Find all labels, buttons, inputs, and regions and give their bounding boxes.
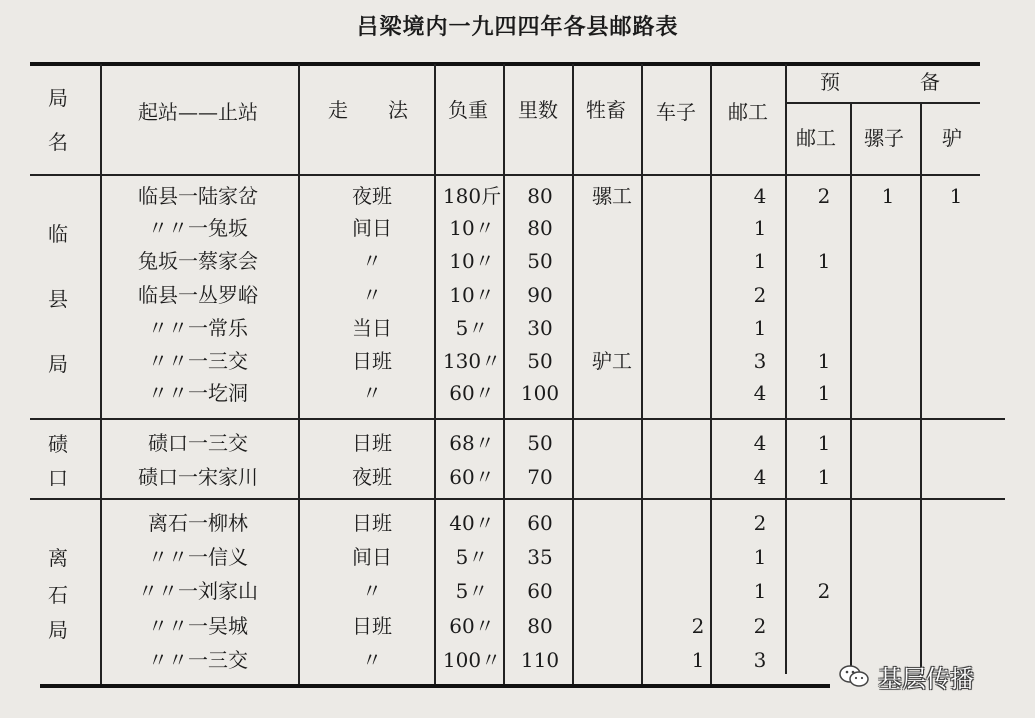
cell-method: 当日	[352, 316, 392, 340]
cell-route: 〃〃一三交	[148, 349, 248, 373]
bureau-qikou-2: 口	[48, 466, 68, 490]
cell-load: 10〃	[449, 283, 495, 307]
bureau-linxian-3: 局	[48, 352, 68, 376]
cell-route: 离石一柳林	[148, 511, 248, 535]
qikou-bottom-rule	[30, 498, 1005, 500]
wechat-logo-icon	[838, 664, 870, 688]
cell-distance: 70	[527, 465, 553, 489]
col-divider-2	[298, 64, 300, 684]
header-route: 起站——止站	[138, 100, 258, 124]
cell-route: 兔坂一蔡家会	[138, 249, 258, 273]
cell-postman: 4	[753, 431, 767, 455]
col-divider-10	[920, 104, 922, 674]
cell-reserve-mule: 1	[881, 184, 895, 208]
cell-distance: 80	[527, 614, 553, 638]
cell-route: 〃〃一兔坂	[148, 216, 248, 240]
cell-cart: 1	[691, 648, 705, 672]
header-method: 走 法	[328, 98, 408, 122]
header-bureau-2: 名	[48, 130, 68, 154]
cell-distance: 80	[527, 216, 553, 240]
cell-postman: 2	[753, 283, 767, 307]
header-cart: 车子	[656, 100, 696, 124]
reserve-header-rule	[785, 102, 980, 104]
cell-method: 〃	[362, 381, 382, 405]
cell-method: 间日	[352, 545, 392, 569]
cell-distance: 35	[527, 545, 553, 569]
cell-load: 60〃	[449, 614, 495, 638]
col-divider-5	[572, 64, 574, 684]
cell-postman: 1	[753, 216, 767, 240]
header-distance: 里数	[518, 98, 558, 122]
cell-method: 〃	[362, 579, 382, 603]
cell-postman: 4	[753, 381, 767, 405]
header-livestock: 牲畜	[586, 98, 626, 122]
header-reserve: 预 备	[820, 70, 940, 94]
cell-load: 60〃	[449, 381, 495, 405]
cell-reserve-postman: 1	[817, 431, 831, 455]
cell-route: 临县一丛罗峪	[138, 283, 258, 307]
bureau-lishi-2: 石	[48, 583, 68, 607]
cell-load: 5〃	[455, 545, 489, 569]
cell-load: 10〃	[449, 249, 495, 273]
cell-method: 日班	[352, 431, 392, 455]
cell-method: 日班	[352, 511, 392, 535]
cell-distance: 30	[527, 316, 553, 340]
cell-reserve-postman: 1	[817, 349, 831, 373]
cell-distance: 50	[527, 431, 553, 455]
col-divider-1	[100, 64, 102, 684]
cell-reserve-postman: 2	[817, 184, 831, 208]
cell-distance: 90	[527, 283, 553, 307]
col-divider-9	[850, 104, 852, 674]
cell-cart: 2	[691, 614, 705, 638]
header-reserve-donkey: 驴	[942, 126, 962, 150]
cell-distance: 60	[527, 579, 553, 603]
cell-reserve-postman: 1	[817, 249, 831, 273]
cell-postman: 1	[753, 249, 767, 273]
cell-route: 〃〃一三交	[148, 648, 248, 672]
cell-distance: 110	[520, 648, 560, 672]
linxian-bottom-rule	[30, 418, 1005, 420]
col-divider-8	[785, 64, 787, 674]
cell-livestock: 驴工	[592, 349, 632, 373]
cell-route: 碛口一三交	[148, 431, 248, 455]
header-postman: 邮工	[728, 100, 768, 124]
cell-distance: 80	[527, 184, 553, 208]
col-divider-6	[641, 64, 643, 684]
cell-postman: 3	[753, 648, 767, 672]
bureau-qikou-1: 碛	[48, 432, 68, 456]
header-bureau-1: 局	[48, 86, 68, 110]
cell-reserve-donkey: 1	[949, 184, 963, 208]
bureau-lishi-1: 离	[48, 546, 68, 570]
cell-postman: 2	[753, 511, 767, 535]
cell-distance: 60	[527, 511, 553, 535]
cell-load: 40〃	[449, 511, 495, 535]
cell-method: 夜班	[352, 184, 392, 208]
cell-route: 临县一陆家岔	[138, 184, 258, 208]
cell-method: 〃	[362, 249, 382, 273]
cell-reserve-postman: 1	[817, 381, 831, 405]
header-bottom-rule	[30, 174, 980, 176]
bureau-lishi-3: 局	[48, 618, 68, 642]
cell-livestock: 骡工	[592, 184, 632, 208]
cell-load: 5〃	[455, 316, 489, 340]
cell-distance: 50	[527, 249, 553, 273]
cell-load: 100〃	[442, 648, 502, 672]
header-reserve-mule: 骡子	[864, 126, 904, 150]
cell-postman: 3	[753, 349, 767, 373]
table-top-rule	[30, 62, 980, 66]
cell-method: 日班	[352, 349, 392, 373]
cell-load: 60〃	[449, 465, 495, 489]
cell-distance: 50	[527, 349, 553, 373]
cell-load: 5〃	[455, 579, 489, 603]
cell-postman: 4	[753, 465, 767, 489]
cell-postman: 1	[753, 545, 767, 569]
cell-method: 日班	[352, 614, 392, 638]
cell-postman: 1	[753, 316, 767, 340]
cell-method: 夜班	[352, 465, 392, 489]
cell-load: 68〃	[449, 431, 495, 455]
header-reserve-postman: 邮工	[796, 126, 836, 150]
watermark-text: 基层传播	[878, 665, 974, 693]
cell-route: 〃〃一常乐	[148, 316, 248, 340]
bureau-linxian-1: 临	[48, 222, 68, 246]
cell-load: 130〃	[442, 349, 502, 373]
cell-route: 〃〃一圪洞	[148, 381, 248, 405]
cell-postman: 4	[753, 184, 767, 208]
cell-route: 〃〃一信义	[148, 545, 248, 569]
cell-distance: 100	[520, 381, 560, 405]
cell-postman: 2	[753, 614, 767, 638]
col-divider-4	[503, 64, 505, 684]
table-title: 吕梁境内一九四四年各县邮路表	[356, 14, 679, 40]
cell-reserve-postman: 2	[817, 579, 831, 603]
cell-route: 〃〃一吴城	[148, 614, 248, 638]
cell-postman: 1	[753, 579, 767, 603]
cell-load: 180斤	[442, 184, 502, 208]
cell-load: 10〃	[449, 216, 495, 240]
cell-method: 〃	[362, 648, 382, 672]
col-divider-7	[710, 64, 712, 684]
header-load: 负重	[448, 98, 488, 122]
cell-method: 〃	[362, 283, 382, 307]
cell-reserve-postman: 1	[817, 465, 831, 489]
col-divider-3	[434, 64, 436, 684]
cell-route: 碛口一宋家川	[138, 465, 258, 489]
cell-method: 间日	[352, 216, 392, 240]
table-bottom-rule	[40, 684, 830, 688]
cell-route: 〃〃一刘家山	[138, 579, 258, 603]
bureau-linxian-2: 县	[48, 287, 68, 311]
